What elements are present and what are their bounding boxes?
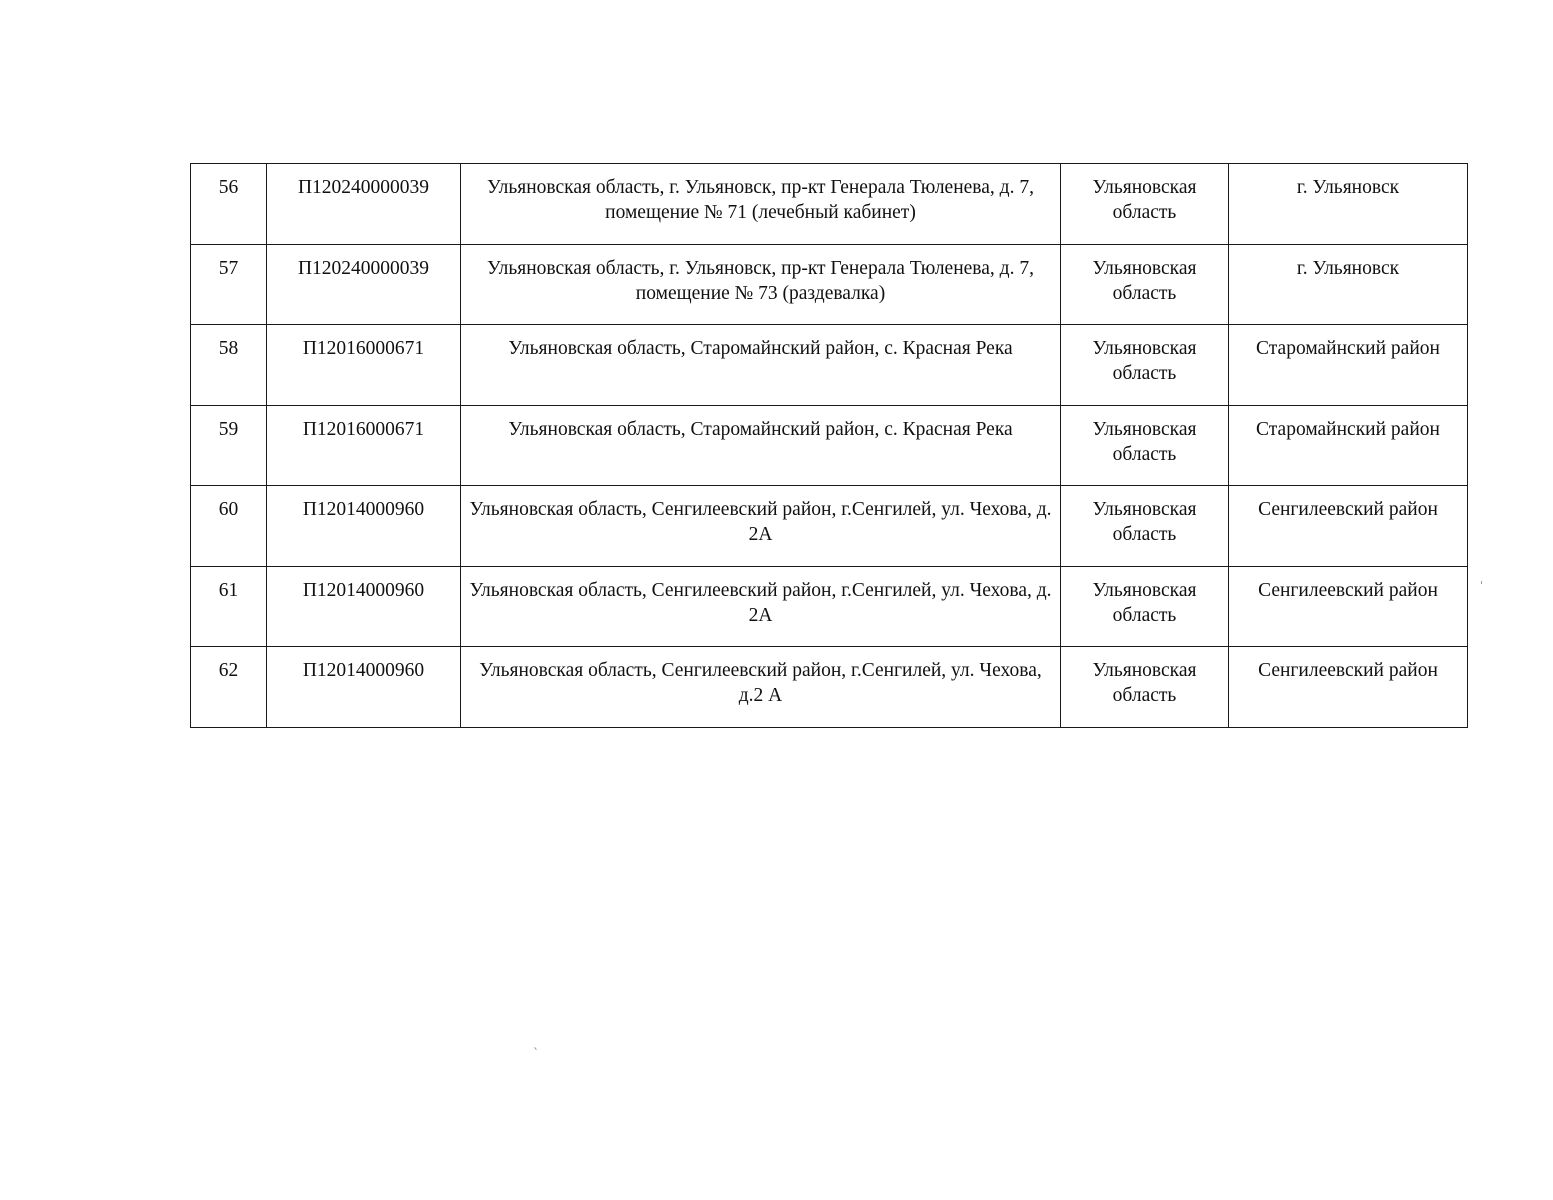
region-cell: Ульяновская область — [1061, 325, 1229, 406]
region-cell: Ульяновская область — [1061, 244, 1229, 325]
district-cell: Сенгилеевский район — [1229, 566, 1468, 647]
address-cell: Ульяновская область, г. Ульяновск, пр-кт Генерала Тюленева, д. 7, помещение № 73 (раздевалка) — [461, 244, 1061, 325]
table-row — [191, 486, 1468, 567]
row-number-cell: 60 — [191, 486, 267, 567]
district-cell: Старомайнский район — [1229, 405, 1468, 486]
district-cell: г. Ульяновск — [1229, 164, 1468, 245]
scan-artifact — [534, 1047, 537, 1050]
address-cell: Ульяновская область, г. Ульяновск, пр-кт Генерала Тюленева, д. 7, помещение № 71 (лечебный кабинет) — [461, 164, 1061, 245]
address-cell: Ульяновская область, Старомайнский район, с. Красная Река — [461, 405, 1061, 486]
row-number-cell: 62 — [191, 647, 267, 728]
row-number-cell: 56 — [191, 164, 267, 245]
registry-code-cell: П120240000039 — [267, 244, 461, 325]
region-cell: Ульяновская область — [1061, 164, 1229, 245]
district-cell: Сенгилеевский район — [1229, 486, 1468, 567]
row-number-cell: 58 — [191, 325, 267, 406]
address-cell: Ульяновская область, Сенгилеевский район, г.Сенгилей, ул. Чехова, д. 2А — [461, 566, 1061, 647]
table-row — [191, 164, 1468, 245]
row-number-cell: 57 — [191, 244, 267, 325]
table-row — [191, 244, 1468, 325]
registry-code-cell: П12014000960 — [267, 647, 461, 728]
registry-table-body — [191, 164, 1468, 728]
district-cell: Старомайнский район — [1229, 325, 1468, 406]
table-row — [191, 325, 1468, 406]
table-row — [191, 405, 1468, 486]
table-row — [191, 566, 1468, 647]
address-cell: Ульяновская область, Сенгилеевский район, г.Сенгилей, ул. Чехова, д.2 А — [461, 647, 1061, 728]
registry-code-cell: П12014000960 — [267, 566, 461, 647]
registry-code-cell: П12016000671 — [267, 405, 461, 486]
registry-code-cell: П12016000671 — [267, 325, 461, 406]
region-cell: Ульяновская область — [1061, 486, 1229, 567]
address-cell: Ульяновская область, Старомайнский район, с. Красная Река — [461, 325, 1061, 406]
table-row — [191, 647, 1468, 728]
row-number-cell: 59 — [191, 405, 267, 486]
scan-artifact — [1481, 581, 1482, 584]
region-cell: Ульяновская область — [1061, 405, 1229, 486]
region-cell: Ульяновская область — [1061, 647, 1229, 728]
region-cell: Ульяновская область — [1061, 566, 1229, 647]
district-cell: г. Ульяновск — [1229, 244, 1468, 325]
row-number-cell: 61 — [191, 566, 267, 647]
registry-table — [190, 163, 1468, 728]
registry-code-cell: П12014000960 — [267, 486, 461, 567]
registry-code-cell: П120240000039 — [267, 164, 461, 245]
district-cell: Сенгилеевский район — [1229, 647, 1468, 728]
address-cell: Ульяновская область, Сенгилеевский район, г.Сенгилей, ул. Чехова, д. 2А — [461, 486, 1061, 567]
